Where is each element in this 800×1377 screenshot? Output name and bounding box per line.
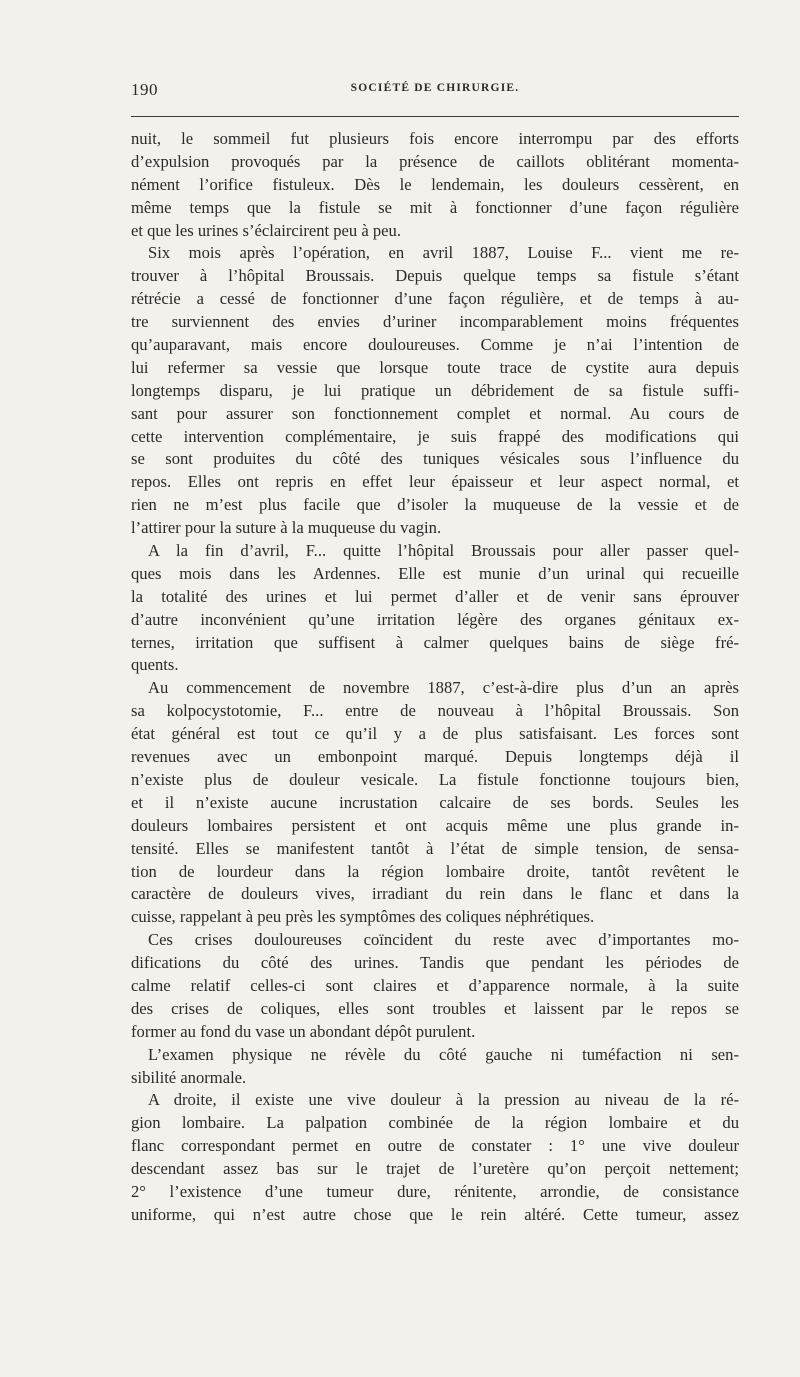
text-line: flanc correspondant permet en outre de constater : 1° une vive douleur <box>131 1136 739 1156</box>
text-line: des crises de coliques, elles sont troubles et laissent par le repos se <box>131 998 739 1018</box>
text-line: Ces crises douloureuses coïncident du reste avec d’importantes mo- <box>148 930 739 950</box>
text-line: rien ne m’est plus facile que d’isoler la muqueuse de la vessie et de <box>131 495 739 515</box>
text-line: uniforme, qui n’est autre chose que le rein altéré. Cette tumeur, assez <box>131 1204 739 1224</box>
text-line: rétrécie a cessé de fonctionner d’une façon régulière, et de temps à au- <box>131 289 739 309</box>
text-line: Six mois après l’opération, en avril 1887, Louise F... vient me re- <box>148 243 739 263</box>
text-line: tre surviennent des envies d’uriner incomparablement moins fréquentes <box>131 312 739 332</box>
text-line: douleurs lombaires persistent et ont acquis même une plus grande in- <box>131 815 739 835</box>
text-line: difications du côté des urines. Tandis que pendant les périodes de <box>131 953 739 973</box>
text-line: descendant assez bas sur le trajet de l’uretère qu’on perçoit nettement; <box>131 1159 739 1179</box>
text-line: ternes, irritation que suffisent à calmer quelques bains de siège fré- <box>131 632 739 652</box>
text-line: nuit, le sommeil fut plusieurs fois encore interrompu par des efforts <box>131 129 739 148</box>
text-line: gion lombaire. La palpation combinée de la région lombaire et du <box>131 1113 739 1133</box>
text-line: d’autre inconvénient qu’une irritation légère des organes génitaux ex- <box>131 609 739 629</box>
text-line: sibilité anormale. <box>131 1067 247 1087</box>
text-line: l’attirer pour la suture à la muqueuse du vagin. <box>131 518 442 538</box>
text-line: caractère de douleurs vives, irradiant du rein dans le flanc et dans la <box>131 884 739 904</box>
text-line: sa kolpocystotomie, F... entre de nouveau à l’hôpital Broussais. Son <box>131 701 739 721</box>
text-line: revenues avec un embonpoint marqué. Depuis longtemps déjà il <box>131 747 739 767</box>
text-line: longtemps disparu, je lui pratique un débridement de sa fistule suffi- <box>131 380 739 400</box>
text-line: état général est tout ce qu’il y a de plus satisfaisant. Les forces sont <box>131 724 739 744</box>
text-line: cuisse, rappelant à peu près les symptômes des coliques néphrétiques. <box>131 907 595 927</box>
text-line: quents. <box>131 655 179 675</box>
text-line: lui refermer sa vessie que lorsque toute trace de cystite aura depuis <box>131 357 739 377</box>
text-line: L’examen physique ne révèle du côté gauche ni tuméfaction ni sen- <box>148 1044 739 1064</box>
text-line: 2° l’existence d’une tumeur dure, rénitente, arrondie, de consistance <box>131 1181 739 1201</box>
page-header <box>131 80 739 104</box>
text-line: et que les urines s’éclaircirent peu à peu. <box>131 220 401 240</box>
text-line: A droite, il existe une vive douleur à la pression au niveau de la ré- <box>148 1090 739 1110</box>
text-line: même temps que la fistule se mit à fonctionner d’une façon régulière <box>131 197 739 217</box>
text-line: n’existe plus de douleur vesicale. La fistule fonctionne toujours bien, <box>131 769 739 789</box>
running-title: SOCIÉTÉ DE CHIRURGIE. <box>350 82 520 94</box>
text-line: A la fin d’avril, F... quitte l’hôpital Broussais pour aller passer quel- <box>148 541 739 561</box>
text-line: sant pour assurer son fonctionnement complet et normal. Au cours de <box>131 403 739 423</box>
text-line: se sont produites du côté des tuniques vésicales sous l’influence du <box>131 449 739 469</box>
text-line: d’expulsion provoqués par la présence de caillots oblitérant momenta- <box>131 151 739 171</box>
text-line: et il n’existe aucune incrustation calcaire de ses bords. Seules les <box>131 792 739 812</box>
header-rule <box>131 116 739 117</box>
text-line: calme relatif celles-ci sont claires et d’apparence normale, à la suite <box>131 975 739 995</box>
text-line: tensité. Elles se manifestent tantôt à l’état de simple tension, de sensa- <box>131 838 739 858</box>
body-text <box>131 128 739 1227</box>
text-line: la totalité des urines et lui permet d’aller et de venir sans éprouver <box>131 586 739 606</box>
text-line: nément l’orifice fistuleux. Dès le lendemain, les douleurs cessèrent, en <box>131 174 739 194</box>
text-line: former au fond du vase un abondant dépôt purulent. <box>131 1021 476 1041</box>
text-line: tion de lourdeur dans la région lombaire droite, tantôt revêtent le <box>131 861 739 881</box>
text-line: repos. Elles ont repris en effet leur épaisseur et leur aspect normal, et <box>131 472 739 492</box>
text-line: qu’auparavant, mais encore douloureuses. Comme je n’ai l’intention de <box>131 335 739 355</box>
text-line: trouver à l’hôpital Broussais. Depuis quelque temps sa fistule s’étant <box>131 266 739 286</box>
text-line: cette intervention complémentaire, je suis frappé des modifications qui <box>131 426 739 446</box>
page-number: 190 <box>131 80 158 99</box>
text-line: ques mois dans les Ardennes. Elle est munie d’un urinal qui recueille <box>131 563 739 583</box>
text-line: Au commencement de novembre 1887, c’est-à-dire plus d’un an après <box>148 678 739 698</box>
